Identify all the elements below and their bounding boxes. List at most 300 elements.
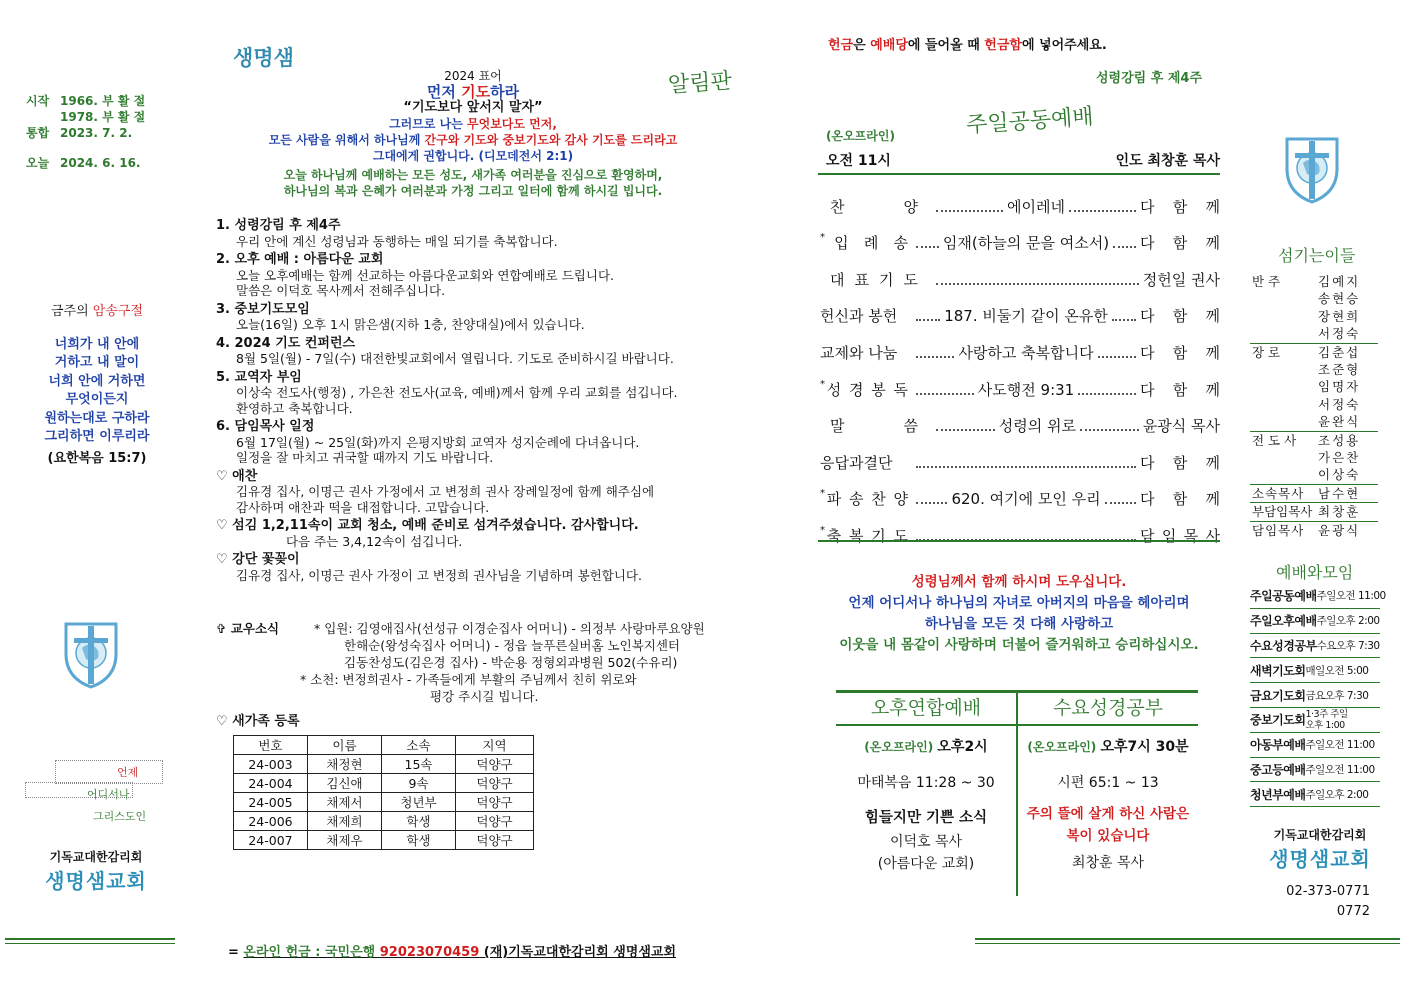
staff-role: [1250, 361, 1314, 378]
schedule-row: [1250, 658, 1380, 683]
church-name: 생명샘교회: [1269, 847, 1371, 871]
service-part-char: 기: [871, 526, 886, 545]
other-services: [836, 690, 1198, 896]
staff-name: 가은찬: [1318, 450, 1361, 466]
slogan-graphic: [25, 760, 165, 823]
leader-char: 임: [1161, 526, 1177, 545]
news-item: [216, 419, 776, 466]
online-offering: = 온라인 헌금 : 국민은행 92023070459 (재)기독교대한감리회 생명샘교회: [228, 945, 677, 960]
history-value: 2023. 7. 2.: [60, 126, 133, 140]
service-part-char: 복: [849, 526, 864, 545]
service-part-leader: [1143, 269, 1220, 290]
schedule-name: 수요성경공부: [1250, 638, 1317, 653]
new-family-title: ♡ 새가족 등록: [216, 714, 300, 729]
member-news-line-1: * 입원: 김영애집사(선성규 이경순집사 어머니) - 의정부 사랑마루요양원: [314, 621, 705, 636]
staff-role: [1250, 290, 1314, 307]
memory-verse-line: 무엇이든지: [65, 392, 129, 407]
schedule-time: 주일오전 11:00: [1305, 739, 1375, 752]
schedule-time: 수요오후 7:30: [1316, 639, 1380, 652]
history-label: 시작: [26, 94, 50, 108]
service-part-name: [820, 232, 912, 253]
staff-role: [1250, 449, 1314, 466]
news-heading: 5. 교역자 부임: [216, 369, 302, 385]
service-order-row: [820, 180, 1220, 217]
service-part-leader: [1140, 305, 1220, 326]
service-part-name: [820, 269, 932, 290]
service-part-char: 도: [903, 270, 918, 289]
staff-row: [1250, 431, 1378, 449]
schedule-name: 청년부예배: [1250, 787, 1306, 802]
table-cell: 덕양구: [456, 831, 534, 850]
service-part-leader: [1143, 415, 1220, 436]
leader-char: 다: [1140, 234, 1155, 253]
news-body-line: 김유경 집사, 이명근 권사 가정이 고 변정희 권사님을 기념하며 봉헌합니다.: [236, 567, 642, 583]
divider: [818, 540, 1220, 542]
table-cell: 채제희: [308, 812, 382, 831]
table-cell: 15속: [382, 755, 456, 774]
staff-role: 장 로: [1252, 344, 1281, 360]
leader-char: 사: [1205, 526, 1220, 545]
member-news-line-5: 평강 주시길 빕니다.: [430, 689, 539, 704]
table-cell: 24-003: [234, 755, 308, 774]
staff-row: [1250, 502, 1378, 520]
news-heading: 4. 2024 기도 컨퍼런스: [216, 335, 356, 351]
schedule-list: [1250, 584, 1386, 807]
staff-name: 조성용: [1318, 432, 1361, 448]
slogan-line-3: 그리스도인: [93, 810, 147, 823]
bulletin-title: 생명샘: [233, 46, 294, 70]
leader-char: 함: [1172, 343, 1188, 362]
service-part-name: [820, 305, 912, 326]
news-item: [216, 252, 776, 299]
church-name-left: [26, 848, 166, 894]
staff-row: [1250, 466, 1378, 483]
staff-name: 이상숙: [1318, 467, 1361, 483]
liturgical-week: 성령강림 후 제4주: [1096, 71, 1203, 86]
welcome-line-2: 하나님의 복과 은혜가 여러분과 가정 그리고 일터에 함께 하시길 빕니다.: [283, 184, 663, 198]
table-header-cell: 지역: [456, 736, 534, 755]
staff-name: 서정숙: [1318, 326, 1361, 342]
schedule-name: 주일공동예배: [1250, 589, 1317, 604]
service-part-leader: [1140, 196, 1220, 217]
schedule-row: [1250, 584, 1386, 609]
service-part-leader: [1140, 232, 1220, 253]
table-cell: 24-004: [234, 774, 308, 793]
staff-role: [1250, 413, 1314, 430]
news-item: [216, 336, 776, 367]
service-part-leader: [1140, 342, 1220, 363]
staff-name: 김예지: [1318, 274, 1361, 289]
service-leader: 인도 최창훈 목사: [1115, 153, 1220, 169]
schedule-time: 주일오전 11:00: [1305, 763, 1375, 776]
leader-char: 다: [1140, 343, 1155, 362]
leader-char: 윤광식 목사: [1142, 417, 1220, 436]
history-label: [26, 109, 60, 125]
motto-year: 2024 표어: [444, 69, 502, 83]
leader-dots: [916, 246, 939, 248]
table-cell: 채정현: [308, 755, 382, 774]
service-order-row: [820, 473, 1220, 510]
service-part-char: 송: [893, 234, 908, 253]
service-part-title: 임재(하늘의 문을 여소서): [942, 234, 1110, 253]
schedule-name: 금요기도회: [1250, 688, 1306, 703]
schedule-time: 금요오후 7:30: [1305, 689, 1369, 702]
leader-char: 께: [1205, 490, 1221, 509]
schedule-row: [1250, 609, 1380, 634]
memory-verse-line: 너희 안에 거하면: [48, 373, 146, 389]
table-row: [234, 812, 534, 831]
service-part-char: 파: [826, 490, 842, 509]
leader-char: 다: [1140, 490, 1155, 509]
memory-verse-line: 너희가 내 안에: [54, 336, 140, 352]
staff-name: 김춘섭: [1318, 344, 1361, 360]
staff-role: [1250, 325, 1314, 342]
service-part-name: [820, 525, 912, 546]
leader-dots: [916, 319, 940, 321]
table-row: [234, 831, 534, 850]
schedule-name: 중고등예배: [1250, 762, 1306, 777]
service-part-name: [820, 415, 932, 436]
news-body-line: 우리 안에 계신 성령님과 동행하는 매일 되기를 축복합니다.: [236, 233, 558, 249]
table-cell: 24-005: [234, 793, 308, 812]
staff-name: 남수현: [1318, 485, 1361, 501]
schedule-row: [1250, 683, 1380, 708]
schedule-name: 새벽기도회: [1250, 663, 1306, 678]
service-part-leader: [1140, 379, 1220, 400]
news-body-line: 감사하며 애찬과 떡을 대접합니다. 고맙습니다.: [236, 499, 490, 515]
leader-dots: [936, 429, 995, 431]
staff-row: [1250, 308, 1378, 325]
staff-row: [1250, 413, 1378, 430]
table-cell: 9속: [382, 774, 456, 793]
order-of-service: [820, 180, 1220, 546]
staff-row: [1250, 343, 1378, 361]
table-row: [234, 755, 534, 774]
schedule-row: [1250, 733, 1380, 758]
news-item: [216, 518, 776, 549]
memory-verse-line: 원하는대로 구하라: [44, 410, 150, 426]
staff-name: 최창훈: [1318, 504, 1361, 520]
history-row: [26, 155, 145, 171]
service-part-title: 사랑하고 축복합니다: [958, 343, 1094, 362]
church-name-right: [1250, 826, 1390, 872]
service-part-char: 입: [834, 234, 849, 253]
staff-name: 임명자: [1318, 379, 1361, 395]
news-heading: 1. 성령강림 후 제4주: [216, 218, 341, 233]
schedule-name: 주일오후예배: [1250, 614, 1317, 629]
member-news-line-2: 한해순(왕성숙집사 어머니) - 정읍 늘푸른실버홈 노인복지센터: [344, 638, 681, 653]
history-value: 2024. 6. 16.: [60, 156, 141, 170]
news-item: [216, 552, 776, 583]
news-heading: 6. 담임목사 일정: [216, 419, 315, 434]
history-label: 통합: [26, 126, 50, 140]
leader-dots: [1112, 319, 1136, 321]
leader-dots: [1098, 356, 1136, 358]
table-cell: 채제서: [308, 793, 382, 812]
memory-verse-line: 그리하면 이루리라: [44, 429, 150, 444]
table-cell: 덕양구: [456, 774, 534, 793]
service-part-char: 양: [893, 490, 908, 509]
asterisk-mark: *: [820, 488, 825, 500]
schedule-name: 중보기도회: [1250, 713, 1306, 728]
table-cell: 청년부: [382, 793, 456, 812]
leader-char: 다: [1140, 197, 1155, 216]
news-item: [216, 469, 776, 516]
leader-dots: [1080, 429, 1139, 431]
history-value: 1966. 부 활 절: [60, 94, 146, 108]
methodist-cross-logo-icon: [1283, 135, 1341, 205]
schedule-row: [1250, 758, 1380, 783]
leader-char: 함: [1172, 490, 1188, 509]
motto-main: 먼저 기도하라: [426, 83, 520, 101]
member-news-line-4: * 소천: 변정희권사 - 가족들에게 부활의 주님께서 친히 위로와: [300, 672, 637, 687]
service-order-row: [820, 326, 1220, 363]
leader-dots: [916, 393, 974, 395]
service-part-char: 양: [903, 197, 918, 216]
schedule-time: 주일오후 2:00: [1316, 615, 1380, 628]
news-item: [216, 218, 776, 249]
service-order-row: [820, 436, 1220, 473]
staff-name: 윤완식: [1318, 414, 1361, 430]
news-body-line: 8월 5일(월) - 7일(수) 대전한빛교회에서 열립니다. 기도로 준비하시길 바랍니다.: [236, 351, 674, 366]
staff-row: [1250, 484, 1378, 502]
staff-role: [1250, 378, 1314, 395]
schedule-time: 주일오후 2:00: [1305, 788, 1369, 801]
leader-char: 다: [1140, 453, 1155, 472]
leader-char: 함: [1172, 234, 1188, 253]
online-offering-label: 온라인 헌금 : 국민은행 92023070459 (재)기독교대한감리회 생명샘교회: [243, 945, 677, 960]
leader-char: 담: [1140, 526, 1155, 545]
leader-dots: [936, 210, 1003, 212]
history-row: [26, 125, 145, 141]
service-part-char: 경: [849, 380, 864, 399]
staff-title: 섬기는이들: [1278, 246, 1356, 265]
news-heading: 2. 오후 예배 : 아름다운 교회: [216, 252, 384, 267]
table-cell: 채제우: [308, 831, 382, 850]
news-list: [216, 218, 776, 586]
schedule-time: 1·3주 주일오후 1:00: [1305, 708, 1348, 731]
leader-dots: [936, 283, 1139, 285]
service-part-leader: [1140, 452, 1220, 473]
news-heading: 3. 중보기도모임: [216, 301, 310, 317]
asterisk-mark: *: [820, 378, 825, 390]
denomination: 기독교대한감리회: [49, 850, 143, 864]
schedule-time: 매일오전 5:00: [1305, 664, 1369, 677]
table-cell: 덕양구: [456, 755, 534, 774]
staff-role: 반 주: [1252, 274, 1281, 289]
news-heading: ♡ 섬김 1,2,11속이 교회 청소, 예배 준비로 섬겨주셨습니다. 감사합니다.: [216, 518, 639, 533]
service-part-title: 에이레네: [1007, 197, 1065, 216]
service-part-char: 대: [830, 270, 845, 289]
denomination: 기독교대한감리회: [1273, 828, 1367, 842]
methodist-cross-logo-icon: [62, 620, 120, 690]
service-order-row: [820, 290, 1220, 327]
service-part-char: 교제와 나눔: [820, 343, 898, 362]
news-body-line: 오늘 오후예배는 함께 선교하는 아름다운교회와 연합예배로 드립니다.: [236, 267, 614, 283]
news-body-line: 일정을 잘 마치고 귀국할 때까지 기도 바랍니다.: [236, 450, 494, 465]
staff-role: 담임목사: [1252, 522, 1305, 538]
news-body-line: 오늘(16일) 오후 1시 맑은샘(지하 1층, 찬양대실)에서 있습니다.: [236, 317, 585, 332]
schedule-row: [1250, 782, 1380, 807]
table-cell: 학생: [382, 812, 456, 831]
motto-line-1: 그러므로 나는 무엇보다도 먼저,: [389, 117, 557, 131]
leader-char: 목: [1183, 526, 1199, 545]
service-part-char: 찬: [871, 490, 886, 509]
service-order-row: [820, 217, 1220, 254]
memory-verse-text: [26, 336, 168, 447]
slogan-line-1: 언제: [117, 766, 139, 779]
afternoon-service: 오후연합예배 (온오프라인) 오후2시 마태복음 11:28 ~ 30 힘들지만 기쁜 소식 이덕호 목사 (아름다운 교회): [857, 697, 995, 872]
schedule-name: 아동부예배: [1250, 738, 1306, 753]
phone-number: 02-373-0771 0772: [1286, 884, 1370, 919]
news-body-line: 김유경 집사, 이명근 권사 가정에서 고 변정희 권사 장례일정에 함께 해주심에: [236, 484, 655, 499]
leader-dots: [916, 356, 954, 358]
service-order-row: [820, 400, 1220, 437]
table-cell: 덕양구: [456, 812, 534, 831]
table-cell: 김신애: [308, 774, 382, 793]
asterisk-mark: *: [820, 524, 825, 536]
table-header-row: [234, 736, 534, 755]
service-part-title: 성령의 위로: [998, 417, 1076, 436]
welcome-line-1: 오늘 하나님께 예배하는 모든 성도, 새가족 여러분을 진심으로 환영하며,: [283, 168, 663, 182]
service-part-name: [820, 342, 912, 363]
service-time: 오전 11시: [826, 153, 891, 169]
news-heading: ♡ 강단 꽃꽂이: [216, 552, 300, 567]
service-part-char: 성: [826, 380, 842, 399]
table-header-cell: 소속: [382, 736, 456, 755]
service-part-char: 축: [826, 526, 842, 545]
year-motto: [213, 68, 733, 199]
service-order-row: [820, 253, 1220, 290]
staff-role: 전 도 사: [1252, 432, 1297, 448]
schedule-title: 예배와모임: [1276, 563, 1354, 582]
service-part-name: [820, 488, 912, 509]
notice-board-title: 알림판: [667, 68, 733, 99]
table-row: [234, 793, 534, 812]
church-name: 생명샘교회: [45, 869, 147, 893]
memory-verse-line: 거하고 내 말이: [54, 355, 140, 370]
table-cell: 24-007: [234, 831, 308, 850]
leader-dots: [916, 502, 947, 504]
news-body-line: 환영하고 축복합니다.: [236, 400, 353, 416]
memory-verse-ref: (요한복음 15:7): [47, 450, 147, 466]
leader-char: 함: [1172, 197, 1188, 216]
service-part-name: [820, 379, 912, 400]
staff-role: [1250, 466, 1314, 483]
leader-char: 께: [1205, 453, 1220, 472]
church-history-dates: [26, 93, 145, 171]
service-mode: (온오프라인): [826, 129, 895, 143]
asterisk-mark: *: [820, 232, 825, 244]
table-header-cell: 이름: [308, 736, 382, 755]
service-part-name: [820, 196, 932, 217]
news-body-line: 이상숙 전도사(행정) , 가은찬 전도사(교육, 예배)께서 함께 우리 교회를 섬깁니다.: [236, 385, 678, 400]
history-label: [26, 141, 60, 155]
leader-dots: [916, 466, 1136, 468]
service-part-title: 620. 여기에 모인 우리: [951, 490, 1101, 509]
leader-dots: [1105, 502, 1136, 504]
service-header: [826, 150, 1220, 170]
leader-dots: [1078, 393, 1136, 395]
member-news-line-3: 김동찬성도(김은경 집사) - 박순용 정형외과병원 502(수유리): [344, 655, 678, 670]
leader-dots: [1069, 210, 1136, 212]
service-part-char: 씀: [903, 417, 918, 436]
news-heading: ♡ 애찬: [216, 468, 258, 484]
new-family-table: [233, 735, 534, 850]
leader-char: 함: [1172, 453, 1188, 472]
staff-role: [1250, 396, 1314, 413]
divider: [818, 173, 1220, 175]
schedule-row: [1250, 634, 1380, 659]
leader-dots: [1113, 246, 1136, 248]
member-news-head: ✞ 교우소식: [216, 621, 280, 636]
blessing-text: 성령님께서 함께 하시며 도우십니다. 언제 어디서나 하나님의 자녀로 아버지의 마음을 헤아리며 하나님을 모든 것 다해 사랑하고 이웃을 내 몸같이 사랑하며 더불어 즐거워하고 승리하십시오.: [839, 574, 1199, 653]
offering-note: 헌금은 예배당에 들어올 때 헌금함에 넣어주세요.: [828, 38, 1107, 53]
wednesday-bible-study: 수요성경공부 (온오프라인) 오후7시 30분 시편 65:1 ~ 13 주의 뜰에 살게 하신 사람은 복이 있습니다 최창훈 목사: [1026, 697, 1190, 871]
leader-char: 다: [1140, 307, 1155, 326]
leader-char: 께: [1205, 343, 1220, 362]
staff-row: [1250, 361, 1378, 378]
motto-line-2: 모든 사람을 위해서 하나님께 간구와 기도와 중보기도와 감사 기도를 드리라고: [268, 133, 678, 147]
table-cell: 덕양구: [456, 793, 534, 812]
staff-name: 장현희: [1318, 308, 1361, 324]
service-part-char: 기: [879, 270, 894, 289]
table-cell: 학생: [382, 831, 456, 850]
service-part-char: 응답과결단: [820, 453, 893, 472]
leader-char: 다: [1140, 380, 1155, 399]
leader-char: 함: [1172, 380, 1188, 399]
table-cell: 24-006: [234, 812, 308, 831]
history-label: 오늘: [26, 156, 50, 170]
service-part-char: 헌신과 봉헌: [820, 307, 898, 326]
memory-verse-title: 금주의 암송구절: [50, 304, 144, 319]
staff-row: [1250, 273, 1378, 290]
service-title: 주일공동예배: [965, 104, 1095, 139]
table-header-cell: 번호: [234, 736, 308, 755]
service-part-leader: [1140, 525, 1220, 546]
staff-row: [1250, 290, 1378, 307]
staff-list: [1250, 273, 1378, 539]
schedule-time: 주일오전 11:00: [1316, 590, 1386, 603]
staff-role: 부담임목사: [1252, 504, 1313, 520]
staff-row: [1250, 396, 1378, 413]
news-item: [216, 302, 776, 333]
news-item: [216, 370, 776, 417]
staff-name: 서정숙: [1318, 396, 1361, 412]
service-part-leader: [1140, 488, 1220, 509]
leader-char: 께: [1205, 307, 1220, 326]
motto-line-3: 그대에게 권합니다. (디모데전서 2:1): [372, 149, 574, 163]
service-part-char: 말: [830, 417, 845, 436]
staff-row: [1250, 521, 1378, 539]
leader-char: 함: [1172, 307, 1188, 326]
service-part-char: 표: [854, 270, 869, 289]
schedule-row: [1250, 708, 1380, 733]
news-body-line: 말씀은 이덕호 목사께서 전해주십니다.: [236, 283, 446, 298]
leader-char: 정헌일 권사: [1142, 270, 1220, 289]
news-body-line: 6월 17일(월) ~ 25일(화)까지 은평지방회 교역자 성지순례에 다녀옵니다.: [236, 434, 640, 450]
staff-name: 윤광식: [1318, 522, 1361, 538]
service-part-char: 독: [893, 380, 908, 399]
service-part-char: 찬: [830, 197, 845, 216]
service-part-title: 187. 비둘기 같이 온유한: [944, 307, 1108, 326]
service-part-char: 봉: [871, 380, 886, 399]
table-row: [234, 774, 534, 793]
service-order-row: [820, 363, 1220, 400]
leader-char: 께: [1205, 197, 1220, 216]
leader-char: 께: [1205, 380, 1221, 399]
member-news: [216, 620, 776, 705]
